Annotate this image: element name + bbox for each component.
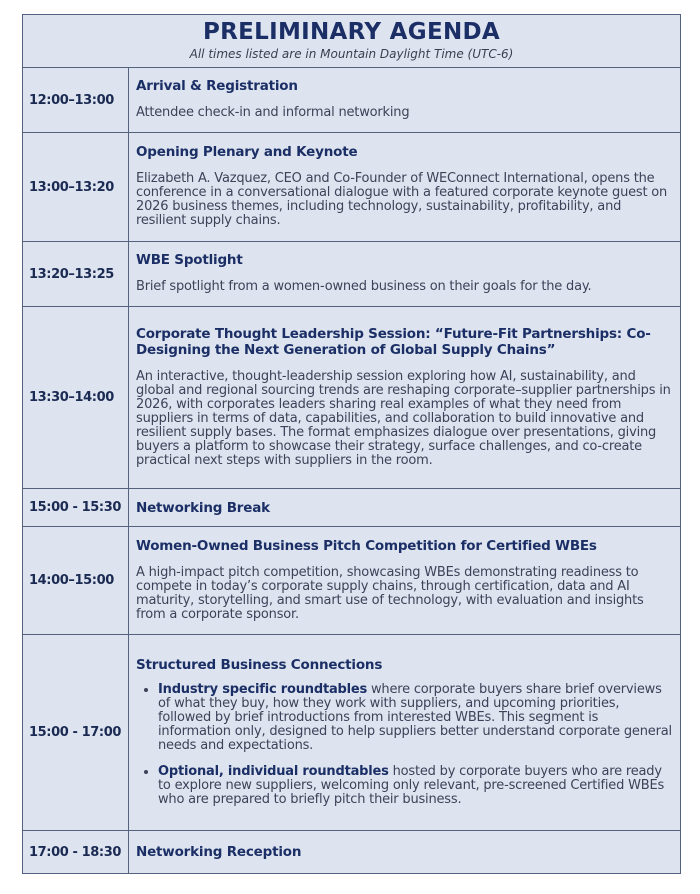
session-title: Arrival & Registration [136, 78, 298, 94]
session-time: 15:00 - 17:00 [23, 635, 129, 831]
session-time: 17:00 - 18:30 [23, 831, 129, 874]
session-time: 12:00–13:00 [23, 68, 129, 133]
agenda-header [23, 15, 681, 68]
session-details [129, 635, 681, 831]
session-time: 14:00–15:00 [23, 527, 129, 635]
session-details [129, 307, 681, 489]
session-bullet-list [136, 683, 672, 807]
agenda-row [23, 133, 681, 242]
session-description: An interactive, thought-leadership session exploring how AI, sustainability, and global and regional sourcing trends are reshaping corporate–supplier partnerships in 2026, with corporates leaders sharing real examples of what they need from suppliers in terms of data, capabilities, and collaboration to build innovative and resilient supply bases. The format emphasizes dialogue over presentations, giving buyers a platform to showcase their strategy, surface challenges, and co-create practical next steps with suppliers in the room. [136, 368, 671, 468]
session-details [129, 831, 681, 874]
page-title: PRELIMINARY AGENDA [202, 19, 501, 45]
session-title: WBE Spotlight [136, 252, 243, 268]
bullet-bold-label: Industry specific roundtables [158, 681, 368, 697]
session-title: Opening Plenary and Keynote [136, 144, 358, 160]
session-description: Brief spotlight from a women-owned business on their goals for the day. [136, 279, 592, 294]
agenda-row [23, 635, 681, 831]
session-details [129, 68, 681, 133]
bullet-item [158, 683, 672, 753]
session-details [129, 489, 681, 527]
bullet-item [158, 765, 672, 807]
bullet-bold-label: Optional, individual roundtables [158, 763, 389, 779]
agenda-row [23, 242, 681, 307]
agenda-table [22, 14, 681, 874]
agenda-row [23, 307, 681, 489]
bullet-text: hosted by corporate buyers who are ready to explore new suppliers, welcoming only relevant, pre-screened Certified WBEs who are prepared to briefly pitch their business. [158, 763, 665, 807]
agenda-row [23, 489, 681, 527]
session-title: Structured Business Connections [136, 656, 383, 673]
session-time: 13:00–13:20 [23, 133, 129, 242]
bullet-text: where corporate buyers share brief overviews of what they buy, how they work with suppliers, and upcoming priorities, followed by brief introductions from interested WBEs. This segment is information only, designed to help suppliers better understand corporate general needs and expectations. [158, 681, 672, 753]
session-time: 13:30–14:00 [23, 307, 129, 489]
session-title: Corporate Thought Leadership Session: “Future-Fit Partnerships: Co-Designing the Next Generation of Global Supply Chains” [136, 325, 651, 358]
session-description: A high-impact pitch competition, showcasing WBEs demonstrating readiness to compete in today’s corporate supply chains, through certification, data and AI maturity, storytelling, and smart use of technology, with evaluation and insights from a corporate sponsor. [136, 564, 644, 622]
session-title: Networking Break [136, 499, 270, 516]
agenda-row [23, 831, 681, 874]
session-details [129, 133, 681, 242]
session-time: 13:20–13:25 [23, 242, 129, 307]
session-description: Attendee check-in and informal networking [136, 105, 410, 120]
agenda-header-row [23, 15, 681, 68]
session-title: Networking Reception [136, 844, 302, 860]
session-time: 15:00 - 15:30 [23, 489, 129, 527]
session-description: Elizabeth A. Vazquez, CEO and Co-Founder of WEConnect International, opens the conference in a conversational dialogue with a featured corporate keynote guest on 2026 business themes, including technology, sustainability, profitability, and resilient supply chains. [136, 171, 668, 228]
session-title: Women-Owned Business Pitch Competition for Certified WBEs [136, 537, 597, 554]
session-details [129, 242, 681, 307]
agenda-row [23, 527, 681, 635]
session-details [129, 527, 681, 635]
agenda-row [23, 68, 681, 133]
timezone-note: All times listed are in Mountain Daylight Time (UTC-6) [189, 47, 514, 61]
